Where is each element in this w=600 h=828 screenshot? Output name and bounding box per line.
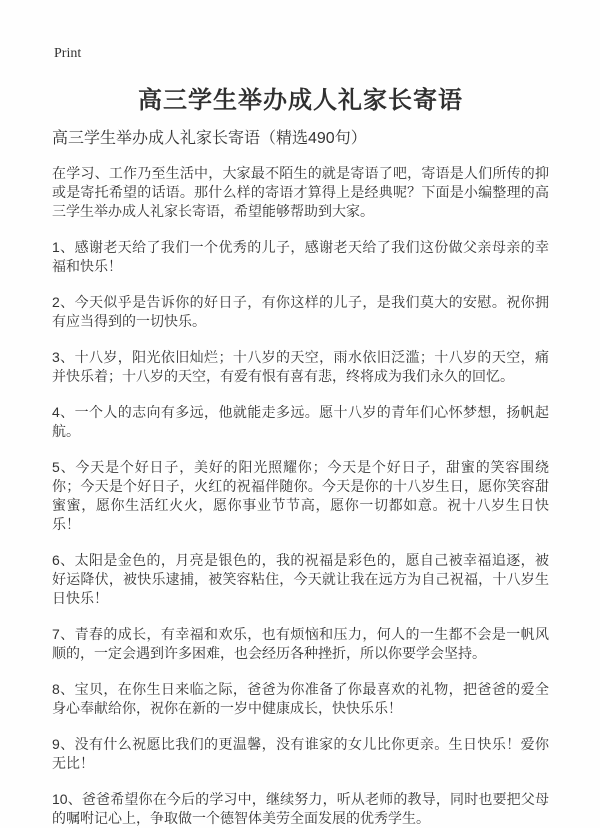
- message-item-9: 9、没有什么祝愿比我们的更温馨，没有谁家的女儿比你更亲。生日快乐！爱你无比！: [52, 736, 549, 771]
- message-item-5: 5、今天是个好日子，美好的阳光照耀你；今天是个好日子，甜蜜的笑容围绕你；今天是个好日子，火红的祝福伴随你。今天是你的十八岁生日，愿你笑容甜蜜蜜，愿你生活红火火，愿你事业节节高，愿你一切都如意。祝十八岁生日快乐！: [52, 459, 549, 532]
- intro-paragraph: 在学习、工作乃至生活中，大家最不陌生的就是寄语了吧，寄语是人们所传的抑或是寄托希望的话语。那什么样的寄语才算得上是经典呢？下面是小编整理的高三学生举办成人礼家长寄语，希望能够帮助到大家。: [52, 165, 549, 219]
- message-item-1: 1、感谢老天给了我们一个优秀的儿子，感谢老天给了我们这份做父亲母亲的幸福和快乐！: [52, 239, 549, 274]
- message-item-4: 4、一个人的志向有多远，他就能走多远。愿十八岁的青年们心怀梦想，扬帆起航。: [52, 404, 549, 439]
- message-item-10: 10、爸爸希望你在今后的学习中，继续努力，听从老师的教导，同时也要把父母的嘱咐记心上，争取做一个德智体美劳全面发展的优秀学生。: [52, 791, 549, 826]
- page-title: 高三学生举办成人礼家长寄语: [138, 87, 463, 114]
- print-link[interactable]: Print: [54, 46, 82, 61]
- message-item-6: 6、太阳是金色的，月亮是银色的，我的祝福是彩色的，愿自己被幸福追逐，被好运降伏，被快乐逮捕，被笑容粘住，今天就让我在远方为自己祝福，十八岁生日快乐！: [52, 552, 549, 606]
- message-item-7: 7、青春的成长，有幸福和欢乐，也有烦恼和压力，何人的一生都不会是一帆风顺的，一定会遇到许多困难，也会经历各种挫折，所以你要学会坚持。: [52, 626, 549, 661]
- message-item-2: 2、今天似乎是告诉你的好日子，有你这样的儿子，是我们莫大的安慰。祝你拥有应当得到的一切快乐。: [52, 294, 549, 329]
- message-item-8: 8、宝贝，在你生日来临之际，爸爸为你准备了你最喜欢的礼物，把爸爸的爱全身心奉献给你，祝你在新的一岁中健康成长，快快乐乐！: [52, 681, 549, 716]
- document-subtitle: 高三学生举办成人礼家长寄语（精选490句）: [52, 130, 367, 147]
- message-item-3: 3、十八岁，阳光依旧灿烂；十八岁的天空，雨水依旧泛滥；十八岁的天空，痛并快乐着；十八岁的天空，有爱有恨有喜有悲，终将成为我们永久的回忆。: [52, 349, 549, 384]
